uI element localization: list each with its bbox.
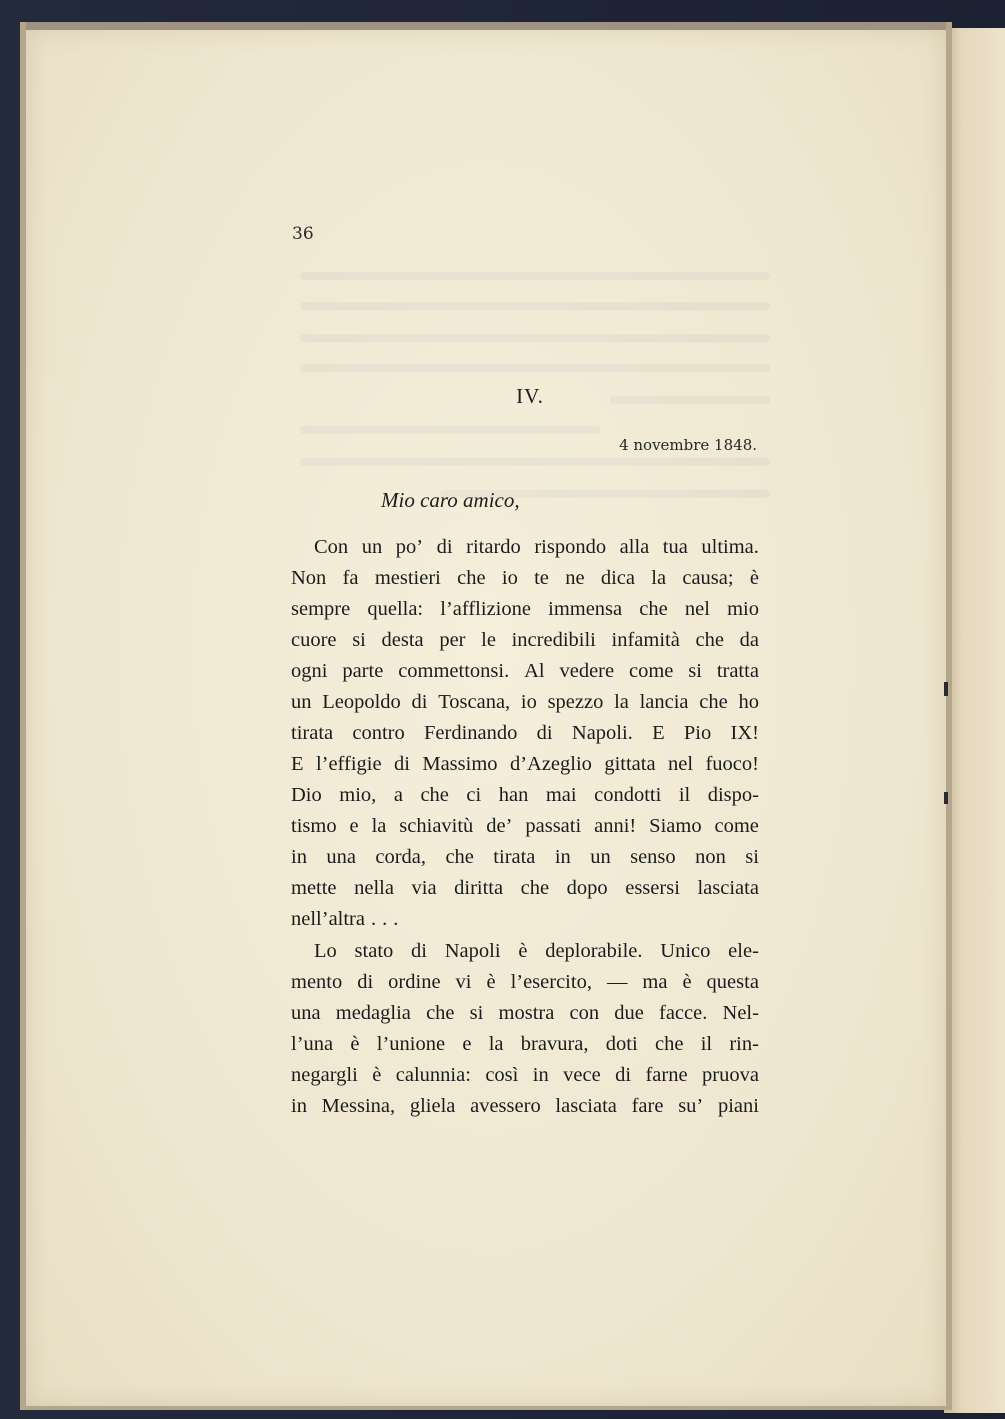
page-top-edge: [26, 22, 946, 30]
show-through: [300, 426, 600, 434]
show-through: [300, 334, 770, 342]
text-line: E l’effigie di Massimo d’Azeglio gittata nel fuoco!: [291, 753, 759, 775]
text-line: mette nella via diritta che dopo essersi lasciata: [291, 877, 759, 899]
text-line: l’una è l’unione e la bravura, doti che il rin-: [291, 1033, 759, 1055]
text-line: un Leopoldo di Toscana, io spezzo la lancia che ho: [291, 691, 759, 713]
text-line: una medaglia che si mostra con due facce. Nel-: [291, 1002, 759, 1024]
text-line: Dio mio, a che ci han mai condotti il dispo-: [291, 784, 759, 806]
text-line: Con un po’ di ritardo rispondo alla tua ultima.: [314, 536, 759, 558]
text-line: negargli è calunnia: così in vece di farne pruova: [291, 1064, 759, 1086]
text-line: tismo e la schiavitù de’ passati anni! Siamo come: [291, 815, 759, 837]
show-through: [300, 458, 770, 466]
facing-page-edge: [944, 28, 1005, 1413]
text-line: Non fa mestieri che io te ne dica la causa; è: [291, 567, 759, 589]
page-number: 36: [292, 224, 314, 244]
show-through: [300, 302, 770, 310]
text-line: sempre quella: l’afflizione immensa che nel mio: [291, 598, 759, 620]
text-line: ogni parte commettonsi. Al vedere come si tratta: [291, 660, 759, 682]
text-line: nell’altra . . .: [291, 908, 399, 930]
show-through: [610, 396, 770, 404]
text-line: Lo stato di Napoli è deplorabile. Unico ele-: [314, 940, 759, 962]
text-line: tirata contro Ferdinando di Napoli. E Pio IX!: [291, 722, 759, 744]
text-line: in una corda, che tirata in un senso non si: [291, 846, 759, 868]
binding-mark: [944, 792, 948, 804]
show-through: [300, 272, 770, 280]
letter-body: [291, 532, 759, 1122]
text-line: in Messina, gliela avessero lasciata fare su’ piani: [291, 1095, 759, 1117]
letter-date: 4 novembre 1848.: [619, 436, 757, 454]
text-line: mento di ordine vi è l’esercito, — ma è questa: [291, 971, 759, 993]
text-line: cuore si desta per le incredibili infamità che da: [291, 629, 759, 651]
chapter-heading: IV.: [516, 384, 544, 408]
binding-mark: [944, 682, 948, 696]
salutation: Mio caro amico,: [381, 488, 520, 512]
show-through: [300, 364, 770, 372]
